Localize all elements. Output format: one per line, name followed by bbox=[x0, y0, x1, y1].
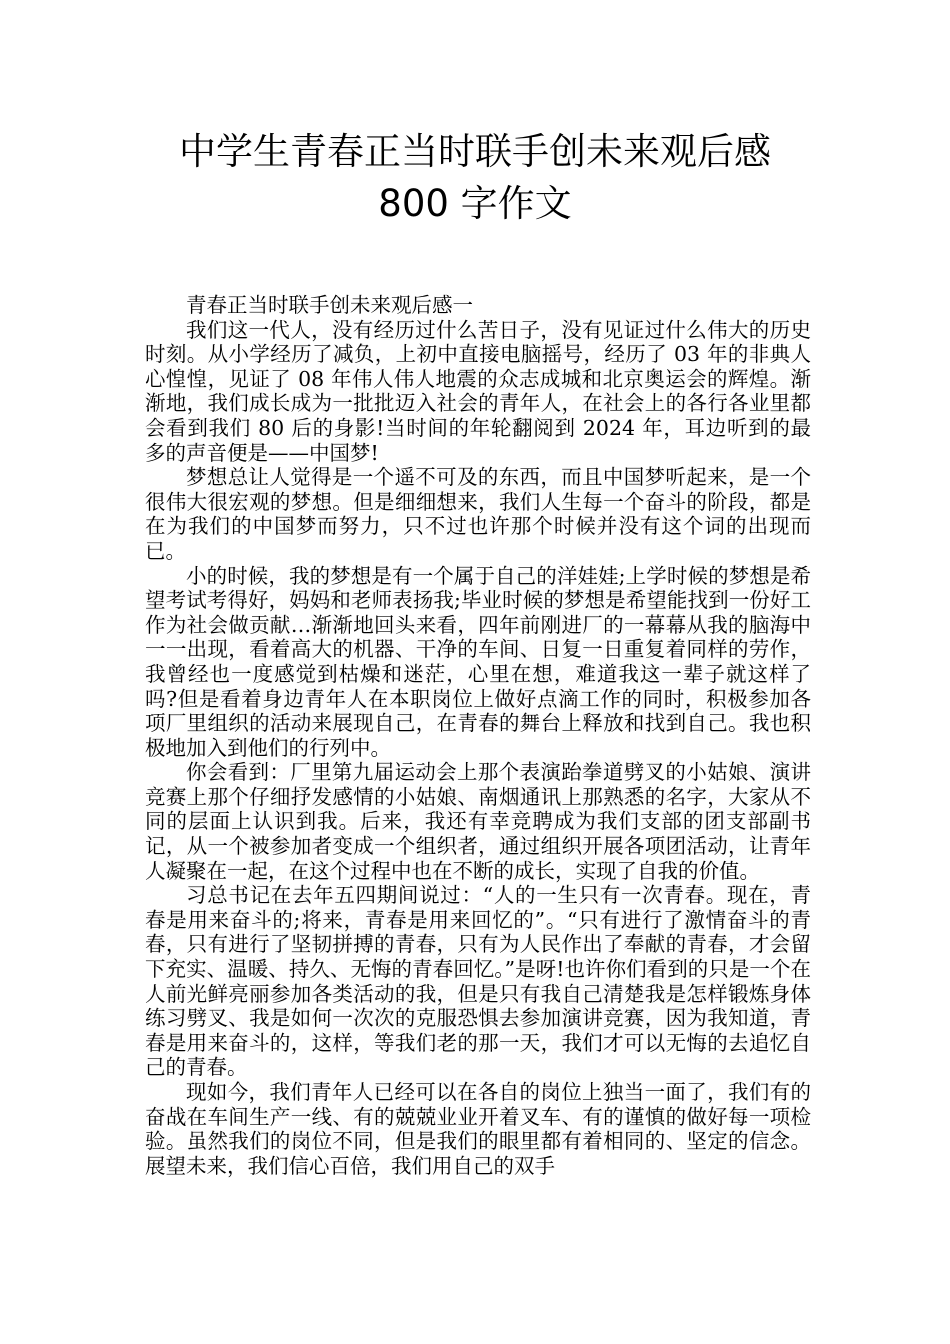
section-heading: 青春正当时联手创未来观后感一 bbox=[186, 293, 473, 317]
document-body bbox=[145, 293, 811, 1178]
body-paragraph: 现如今，我们青年人已经可以在各自的岗位上独当一面了，我们有的奋战在车间生产一线、有的兢兢业业开着叉车、有的谨慎的做好每一项检验。虽然我们的岗位不同，但是我们的眼里都有着相同的、坚定的信念。展望未来，我们信心百倍，我们用自己的双手 bbox=[145, 1080, 811, 1178]
document-title-line-2: 800 字作文 bbox=[378, 182, 572, 225]
body-paragraph: 梦想总让人觉得是一个遥不可及的东西，而且中国梦听起来，是一个很伟大很宏观的梦想。但是细细想来，我们人生每一个奋斗的阶段，都是在为我们的中国梦而努力，只不过也许那个时候并没有这个词的出现而已。 bbox=[145, 465, 811, 563]
body-paragraph: 小的时候，我的梦想是有一个属于自己的洋娃娃;上学时候的梦想是希望考试考得好，妈妈和老师表扬我;毕业时候的梦想是希望能找到一份好工作为社会做贡献…渐渐地回头来看，四年前刚进厂的一幕幕从我的脑海中一一出现，看着高大的机器、干净的车间、日复一日重复着同样的劳作，我曾经也一度感觉到枯燥和迷茫，心里在想，难道我这一辈子就这样了吗?但是看着身边青年人在本职岗位上做好点滴工作的同时，积极参加各项厂里组织的活动来展现自己，在青春的舞台上释放和找到自己。我也积极地加入到他们的行列中。 bbox=[145, 563, 811, 760]
body-paragraph: 你会看到：厂里第九届运动会上那个表演跆拳道劈叉的小姑娘、演讲竞赛上那个仔细抒发感情的小姑娘、南烟通讯上那熟悉的名字，大家从不同的层面上认识到我。后来，我还有幸竞聘成为我们支部的团支部副书记，从一个被参加者变成一个组织者，通过组织开展各项团活动，让青年人凝聚在一起，在这个过程中也在不断的成长，实现了自我的价值。 bbox=[145, 760, 811, 883]
body-paragraph: 我们这一代人，没有经历过什么苦日子，没有见证过什么伟大的历史时刻。从小学经历了减负，上初中直接电脑摇号，经历了 03 年的非典人心惶惶，见证了 08 年伟人伟人地震的众志成城和北京奥运会的辉煌。渐渐地，我们成长成为一批批迈入社会的青年人，在社会上的各行各业里都会看到我们 80 后的身影!当时间的年轮翻阅到 2024 年，耳边听到的最多的声音便是——中国梦! bbox=[145, 317, 811, 465]
document-title-line-1: 中学生青春正当时联手创未来观后感 bbox=[179, 130, 771, 173]
body-paragraph: 习总书记在去年五四期间说过：“人的一生只有一次青春。现在，青春是用来奋斗的;将来，青春是用来回忆的”。“只有进行了激情奋斗的青春，只有进行了坚韧拼搏的青春，只有为人民作出了奉献的青春，才会留下充实、温暖、持久、无悔的青春回忆。”是呀!也许你们看到的只是一个在人前光鲜亮丽参加各类活动的我，但是只有我自己清楚我是怎样锻炼身体练习劈叉、我是如何一次次的克服恐惧去参加演讲竞赛，因为我知道，青春是用来奋斗的，这样，等我们老的那一天，我们才可以无悔的去追忆自己的青春。 bbox=[145, 883, 811, 1080]
